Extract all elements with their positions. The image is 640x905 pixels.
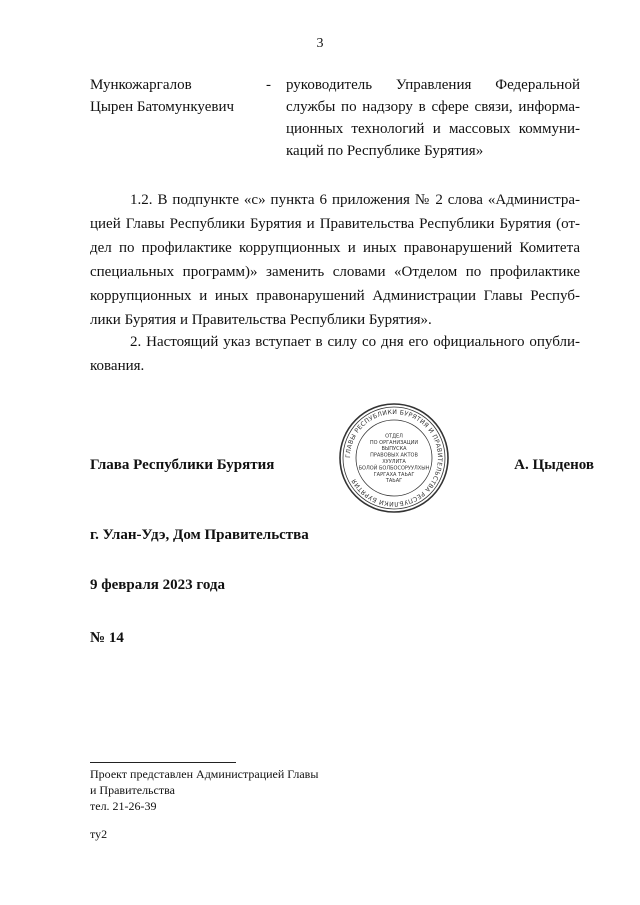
member-surname: Мункожаргалов (90, 77, 192, 93)
footer-code: ту2 (90, 827, 108, 841)
footnote-line: и Правительства (90, 783, 175, 797)
seal-center-line: БОЛОЙ БОЛБОСОРУУЛХЫН (358, 465, 430, 472)
seal-center-line: ТАЬАГ (385, 478, 403, 485)
document-number: № 14 (90, 630, 124, 646)
paragraph-line: 2. Настоящий указ вступает в силу со дня его официального опубли- (130, 334, 580, 350)
svg-text:ГЛАВЫ РЕСПУБЛИКИ БУРЯТИЯ И ПРА: ГЛАВЫ РЕСПУБЛИКИ БУРЯТИЯ И ПРАВИТЕЛЬСТВА РЕСПУБЛИКИ БУРЯТИЯ (344, 408, 444, 508)
seal-stamp-icon (338, 402, 450, 514)
seal-center-line: ВЫПУСКА (381, 446, 407, 453)
paragraph-line: 1.2. В подпункте «с» пункта 6 приложения № 2 слова «Администра- (130, 192, 580, 208)
paragraph-1-2 (90, 188, 580, 332)
document-place: г. Улан-Удэ, Дом Правительства (90, 527, 309, 543)
member-role-line: каций по Республике Бурятия» (286, 143, 484, 159)
seal-center-line: ХУУЛИТА (382, 459, 406, 465)
paragraph-line: коррупционных и иных правонарушений Администрации Главы Респуб- (90, 288, 580, 304)
seal-center-line: ПРАВОВЫХ АКТОВ (370, 452, 418, 459)
member-role-line: службы по надзору в сфере связи, информа- (286, 99, 580, 115)
member-role (286, 74, 580, 162)
seal-center-line: ПО ОРГАНИЗАЦИИ (369, 439, 419, 446)
member-given-names: Цырен Батомункуевич (90, 99, 235, 115)
signatory-name: А. Цыденов (514, 457, 594, 473)
paragraph-line: цией Главы Республики Бурятия и Правительства Республики Бурятия (от- (90, 216, 580, 232)
page-number: 3 (316, 36, 324, 51)
member-role-line: руководитель Управления Федеральной (286, 77, 580, 93)
footnote (90, 766, 318, 814)
member-role-line: ционных технологий и массовых коммуни- (286, 121, 580, 137)
official-seal (338, 402, 450, 514)
paragraph-line: кования. (90, 358, 145, 374)
document-date: 9 февраля 2023 года (90, 577, 225, 593)
seal-center-line: ОТДЕЛ (385, 433, 403, 440)
footnote-divider (90, 762, 236, 763)
seal-center-line: ГАРГАХА ТАЬАГ (373, 471, 415, 478)
member-name (90, 74, 270, 118)
paragraph-2 (90, 330, 580, 378)
member-dash: - (266, 77, 271, 93)
signatory-position: Глава Республики Бурятия (90, 457, 275, 473)
footnote-phone: тел. 21-26-39 (90, 799, 157, 813)
paragraph-line: специальных программ)» заменить словами «Отделом по профилактике (90, 264, 580, 280)
footnote-line: Проект представлен Администрацией Главы (90, 767, 319, 781)
paragraph-line: лики Бурятия и Правительства Республики Бурятия». (90, 312, 432, 328)
paragraph-line: дел по профилактике коррупционных и иных правонарушений Комитета (90, 240, 580, 256)
